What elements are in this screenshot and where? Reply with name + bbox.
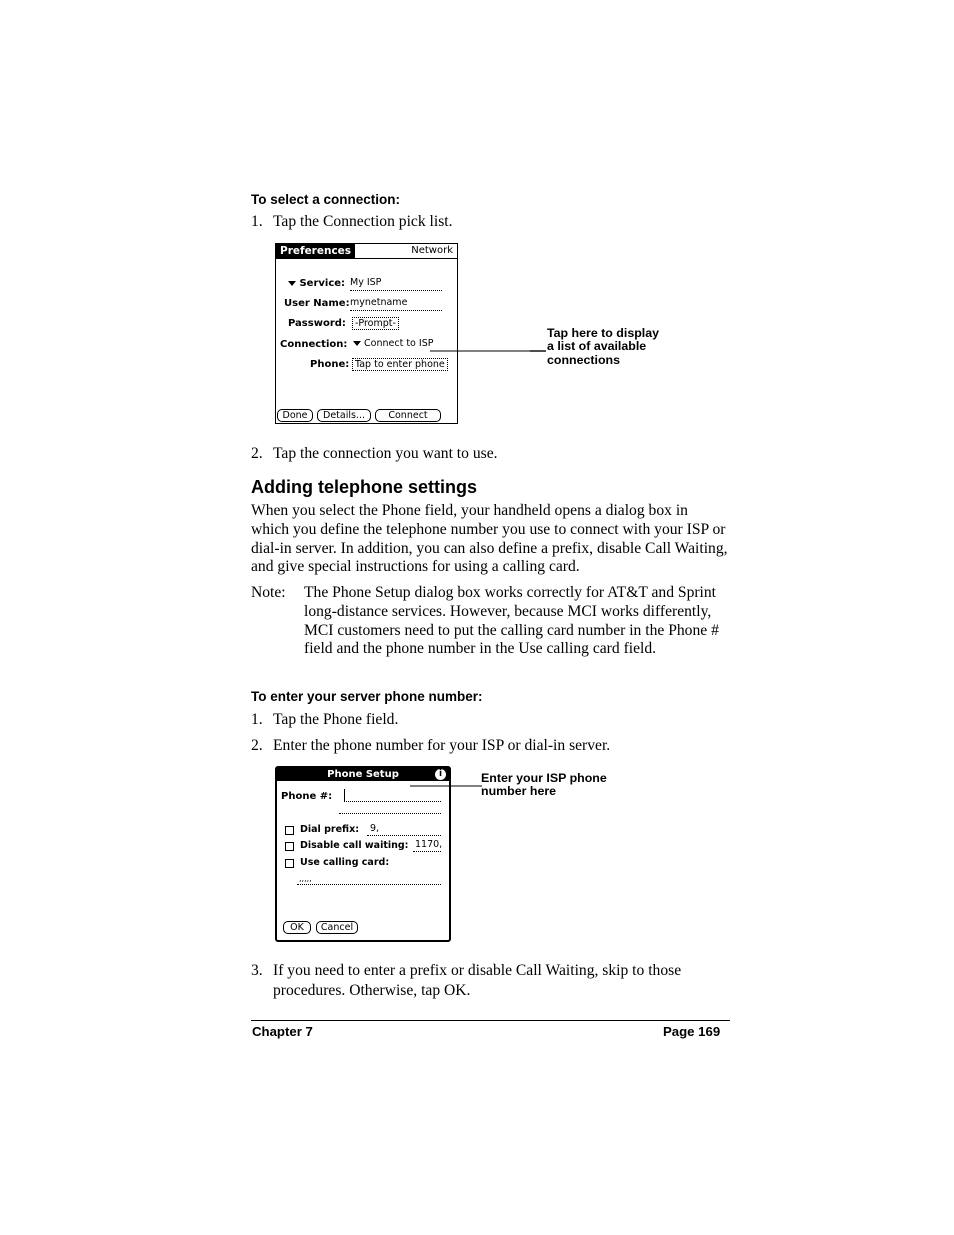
calling-card-underline bbox=[297, 884, 441, 885]
step-1-server-phone bbox=[251, 710, 399, 730]
call-waiting-checkbox[interactable] bbox=[285, 842, 294, 851]
step-number: 2. bbox=[251, 445, 263, 462]
step-text-line: If you need to enter a prefix or disable Call Waiting, skip to those bbox=[273, 962, 682, 979]
tab-bar bbox=[276, 244, 457, 259]
phone-number-line-2 bbox=[339, 813, 441, 814]
calling-card-checkbox[interactable] bbox=[285, 859, 294, 868]
step-text: Enter the phone number for your ISP or dial-in server. bbox=[273, 737, 611, 754]
step-number: 2. bbox=[251, 737, 263, 754]
dial-prefix-field[interactable]: 9, bbox=[370, 823, 380, 834]
ok-button[interactable]: OK bbox=[283, 921, 311, 934]
footer-rule bbox=[251, 1020, 730, 1021]
callout-line: connections bbox=[547, 352, 620, 367]
callout-line: Enter your ISP phone bbox=[481, 771, 607, 785]
callout-line: Tap here to display bbox=[547, 326, 659, 340]
dialog-title: Phone Setup bbox=[327, 769, 399, 780]
connection-label: Connection: bbox=[280, 339, 348, 350]
call-waiting-underline bbox=[413, 851, 441, 852]
password-field[interactable]: -Prompt- bbox=[352, 317, 399, 330]
phone-field[interactable]: Tap to enter phone bbox=[352, 358, 448, 371]
footer-chapter: Chapter 7 bbox=[252, 1024, 313, 1039]
call-waiting-field[interactable]: 1170, bbox=[415, 839, 443, 850]
service-value[interactable]: My ISP bbox=[350, 277, 382, 288]
password-label: Password: bbox=[288, 318, 346, 329]
step-number: 1. bbox=[251, 711, 263, 728]
username-field[interactable]: mynetname bbox=[350, 297, 408, 308]
step-2-server-phone bbox=[251, 736, 611, 756]
callout-leader-line bbox=[430, 345, 550, 357]
call-waiting-label: Disable call waiting: bbox=[300, 840, 409, 851]
username-label: User Name: bbox=[284, 298, 350, 309]
phone-number-field[interactable] bbox=[344, 789, 441, 802]
done-button[interactable]: Done bbox=[277, 409, 313, 422]
dialog-title-bar bbox=[277, 768, 449, 781]
phone-setup-dialog bbox=[275, 766, 451, 942]
phone-callout bbox=[481, 772, 607, 799]
note-text: The Phone Setup dialog box works correctly for AT&T and Sprint long-distance services. However, because MCI works differently, MCI customers need to put the calling card number in the Phone # field and the phone number in the Use calling card field. bbox=[304, 584, 719, 658]
dropdown-triangle-icon bbox=[353, 341, 361, 346]
connection-value: Connect to ISP bbox=[364, 338, 434, 349]
callout-line: number here bbox=[481, 784, 557, 799]
dial-prefix-checkbox[interactable] bbox=[285, 826, 294, 835]
username-underline bbox=[350, 310, 442, 311]
calling-card-field[interactable]: ,,,,, bbox=[299, 874, 312, 883]
step-text: Tap the Connection pick list. bbox=[273, 213, 453, 230]
connect-button[interactable]: Connect bbox=[375, 409, 441, 422]
dial-prefix-label: Dial prefix: bbox=[300, 824, 360, 835]
preferences-tab[interactable]: Preferences bbox=[276, 244, 355, 258]
procedure-heading-select-connection: To select a connection: bbox=[251, 192, 401, 207]
phone-number-label: Phone #: bbox=[281, 791, 333, 802]
telephone-settings-paragraph: When you select the Phone field, your handheld opens a dialog box in which you define the telephone number you use to connect with your ISP or dial-in server. In addition, you can also define a prefix, disable Call Waiting, and give special instructions for using a calling card. bbox=[251, 502, 728, 576]
network-panel-label[interactable]: Network bbox=[411, 245, 453, 256]
calling-card-label: Use calling card: bbox=[300, 857, 390, 868]
service-label[interactable] bbox=[288, 278, 345, 289]
section-heading-telephone-settings: Adding telephone settings bbox=[251, 477, 478, 497]
step-number: 1. bbox=[251, 213, 263, 230]
phone-label: Phone: bbox=[310, 359, 350, 370]
network-preferences-screen bbox=[275, 243, 458, 424]
step-text-line: procedures. Otherwise, tap OK. bbox=[273, 981, 471, 999]
step-number: 3. bbox=[251, 962, 263, 979]
note-label: Note: bbox=[251, 584, 286, 601]
step-text: Tap the connection you want to use. bbox=[273, 445, 498, 462]
connection-callout bbox=[547, 327, 659, 367]
dial-prefix-underline bbox=[367, 835, 441, 836]
step-text: Tap the Phone field. bbox=[273, 711, 399, 728]
service-label-text: Service: bbox=[299, 278, 346, 289]
info-icon[interactable]: i bbox=[435, 769, 446, 780]
details-button[interactable]: Details... bbox=[317, 409, 371, 422]
footer-page-number: Page 169 bbox=[663, 1024, 721, 1039]
step-text bbox=[273, 961, 733, 1000]
step-2-select-connection bbox=[251, 444, 498, 464]
step-1-select-connection bbox=[251, 212, 453, 232]
step-3-server-phone bbox=[251, 961, 682, 999]
dropdown-triangle-icon bbox=[288, 281, 296, 286]
cancel-button[interactable]: Cancel bbox=[316, 921, 358, 934]
service-underline bbox=[350, 290, 442, 291]
connection-pick-list[interactable] bbox=[353, 338, 433, 349]
procedure-heading-server-phone: To enter your server phone number: bbox=[251, 689, 483, 704]
callout-line: a list of available bbox=[547, 339, 647, 354]
callout-leader-line-2 bbox=[410, 782, 485, 790]
